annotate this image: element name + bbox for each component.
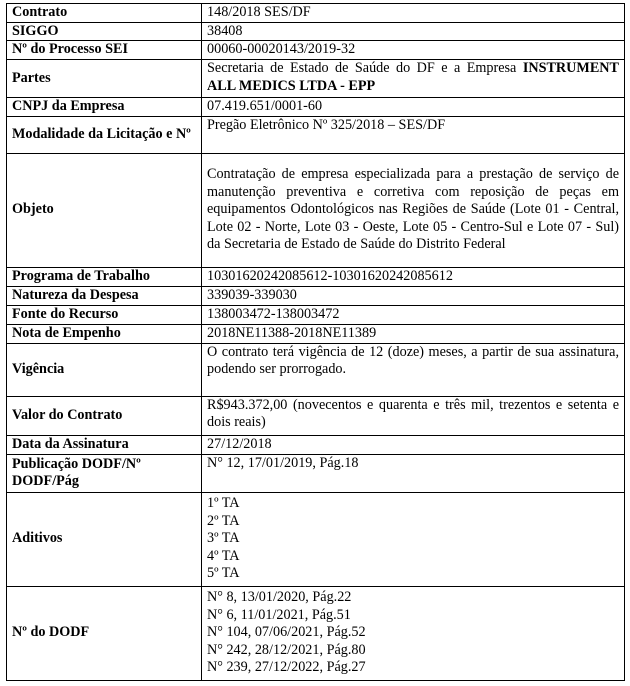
table-row: [7, 98, 625, 117]
row-label: Valor do Contrato: [7, 396, 202, 435]
row-value: 138003472-138003472: [202, 305, 625, 324]
table-row: [7, 454, 625, 492]
row-label: Modalidade da Licitação e Nº: [7, 116, 202, 153]
row-value: [202, 492, 625, 586]
row-label: Programa de Trabalho: [7, 267, 202, 286]
contract-table: [6, 3, 625, 681]
row-value: [202, 586, 625, 680]
row-value: 00060-00020143/2019-32: [202, 41, 625, 60]
row-label: Vigência: [7, 343, 202, 396]
parties-text: Secretaria de Estado de Saúde do DF e a Empresa: [207, 60, 517, 76]
row-value: N° 12, 17/01/2019, Pág.18: [202, 454, 625, 492]
row-value: 339039-339030: [202, 286, 625, 305]
table-row: [7, 60, 625, 98]
addendum-item: 2º TA: [207, 512, 240, 529]
row-label: CNPJ da Empresa: [7, 98, 202, 117]
row-label: Partes: [7, 60, 202, 98]
table-row: [7, 116, 625, 153]
table-row: [7, 492, 625, 586]
table-row: [7, 343, 625, 396]
row-label: Nº do Processo SEI: [7, 41, 202, 60]
table-row: [7, 267, 625, 286]
row-label: Aditivos: [7, 492, 202, 586]
row-label: Data da Assinatura: [7, 435, 202, 454]
table-row: [7, 396, 625, 435]
dodf-item: N° 242, 28/12/2021, Pág.80: [207, 641, 366, 658]
row-value: Pregão Eletrônico Nº 325/2018 – SES/DF: [202, 116, 625, 153]
table-row: [7, 153, 625, 267]
dodf-item: N° 8, 13/01/2020, Pág.22: [207, 589, 352, 606]
row-value: 38408: [202, 22, 625, 41]
row-value: 07.419.651/0001-60: [202, 98, 625, 117]
row-label: SIGGO: [7, 22, 202, 41]
table-row: [7, 41, 625, 60]
table-row: [7, 586, 625, 680]
table-row: [7, 435, 625, 454]
dodf-item: N° 239, 27/12/2022, Pág.27: [207, 659, 366, 676]
row-label: Objeto: [7, 153, 202, 267]
addendum-item: 1º TA: [207, 495, 240, 512]
table-row: [7, 4, 625, 23]
addendum-item: 4º TA: [207, 547, 240, 564]
row-value: O contrato terá vigência de 12 (doze) meses, a partir de sua assinatura, podendo ser prorrogado.: [202, 343, 625, 396]
row-label: Fonte do Recurso: [7, 305, 202, 324]
dodf-item: N° 6, 11/01/2021, Pág.51: [207, 606, 351, 623]
row-value: 27/12/2018: [202, 435, 625, 454]
row-label: Contrato: [7, 4, 202, 23]
row-value: 2018NE11388-2018NE11389: [202, 324, 625, 343]
addendum-item: 5º TA: [207, 565, 240, 582]
dodf-item: N° 104, 07/06/2021, Pág.52: [207, 624, 366, 641]
table-row: [7, 305, 625, 324]
row-value: 148/2018 SES/DF: [202, 4, 625, 23]
row-label: Natureza da Despesa: [7, 286, 202, 305]
row-value: [202, 60, 625, 98]
row-value: Contratação de empresa especializada para a prestação de serviço de manutenção preventiva e corretiva com reposição de peças em equipamentos Odontológicos nas Regiões de Saúde (Lote 01 - Central, Lote 02 - Norte, Lote 03 - Oeste, Lote 05 - Centro-Sul e Lote 07 - Sul) da Secretaria de Estado de Saúde do Distrito Federal: [202, 153, 625, 267]
table-row: [7, 324, 625, 343]
row-label: Nº do DODF: [7, 586, 202, 680]
table-row: [7, 22, 625, 41]
company-name: INSTRUMENT ALL MEDICS LTDA - EPP: [207, 60, 619, 94]
row-label: Publicação DODF/Nº DODF/Pág: [7, 454, 202, 492]
row-value: R$943.372,00 (novecentos e quarenta e três mil, trezentos e setenta e dois reais): [202, 396, 625, 435]
addendum-item: 3º TA: [207, 530, 240, 547]
table-row: [7, 286, 625, 305]
row-label: Nota de Empenho: [7, 324, 202, 343]
row-value: 10301620242085612-10301620242085612: [202, 267, 625, 286]
